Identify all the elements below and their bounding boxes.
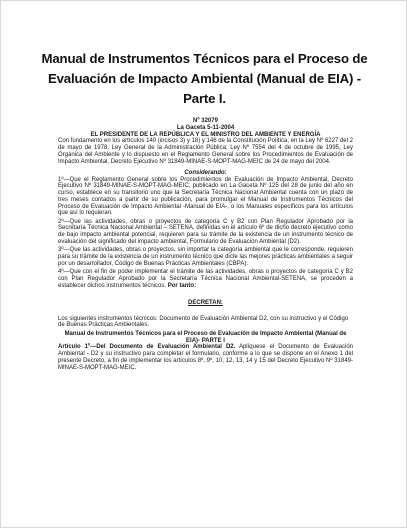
considerando-text: 4º—Que con el fin de poder implementar el trámite de las actividades, obras o proyectos de categoría C y B2 con Plan Regulador Aprobado por la Secretaría Técnica Nacional Ambiental-SETENA, se proceden a establecer dichos instrumentos técnicos. [58, 269, 353, 289]
article-1-text: Aplíquese el Documento de Evaluación Ambiental - D2 y su instructivo para completar el formulario, conforme a lo que se dispone en el Anexo 1 del presente Decreto, a fin de implementar los artículos 8º, 9º, 10, 12, 13, 14 y 15 del Decreto Ejecutivo Nº 31849-MINAE-S-MOPT-MAG-MEIC. [58, 344, 353, 371]
document-title [41, 49, 368, 109]
decretan-heading: DECRETAN: [188, 299, 223, 306]
considerando-item: 1º—Que el Reglamento General sobre los Procedimientos de Evaluación de Impacto Ambiental, Decreto Ejecutivo Nº 31849-MINAE-S-MOPT-MAG-MEIC, publicado en La Gaceta Nº 125 del 28 de junio del año en curso, establece en su transitorio uno que la Secretaría Técnica Nacional Ambiental cuenta con un plazo de tres meses contados a partir de su publicación, para promulgar el Manual de Instrumentos Técnicos del Proceso de Evaluación de Impacto Ambiental -Manual de EIA-, o los Manuales específicos para los artículos que así lo requieran. [58, 176, 353, 217]
considerando-item: 2º—Que las actividades, obras o proyectos de categoría C y B2 con Plan Regulador Aprobado por la Secretaría Técnica Nacional Ambiental – SETENA, definidas en el artículo 6º de dicho decreto ejecutivo como de bajo impacto ambiental potencial, requieren para su trámite de la existencia de un instrumento técnico de evaluación del significado del impacto ambiental, Formulario de Evaluación Ambiental (D2). [58, 218, 353, 245]
manual-subtitle: Manual de Instrumentos Técnicos para el Proceso de Evaluación de Impacto Ambiental (Manual de EIA)- PARTE I [64, 330, 347, 344]
title-line: Evaluación de Impacto Ambiental (Manual de EIA) - [47, 71, 362, 86]
article-1 [58, 344, 353, 371]
por-tanto-label: Por tanto: [167, 282, 197, 289]
preamble-paragraph: Con fundamento en los artículos 140 (incisos 3) y 18) y 146 de la Constitución Política; en la Ley Nº 6227 del 2 de mayo de 1978, Ley General de la Administración Pública; Ley Nº 7554 del 4 de octubre de 1995, Ley Orgánica del Ambiente y lo dispuesto en el Reglamento General sobre los Procedimientos de Evaluación de Impacto Ambiental, Decreto Ejecutivo Nº 31849-MINAE-S-MOPT-MAG-MEIC de 24 de mayo del 2004. [58, 138, 353, 165]
title-line: Parte I. [183, 91, 226, 106]
considerando-item [58, 269, 353, 289]
decree-intro: Los siguientes instrumentos técnicos: Documento de Evaluación Ambiental D2, con su instructivo y el Código de Buenas Prácticas Ambientales. [58, 315, 349, 329]
document-body [58, 118, 353, 373]
issuing-authority: EL PRESIDENTE DE LA REPÚBLICA Y EL MINISTRO DEL AMBIENTE Y ENERGÍA [90, 131, 321, 138]
considerando-heading: Considerando: [184, 169, 227, 176]
decree-number: Nº 32079 [193, 118, 218, 124]
gaceta-date: La Gaceta 5-11-2004 [176, 124, 235, 131]
title-line: Manual de Instrumentos Técnicos para el Proceso de [41, 51, 368, 66]
article-1-label: Artículo 1º—Del Documento de Evaluación Ambiental D2. [58, 344, 236, 351]
considerando-item: 3º—Que las actividades, obras o proyectos, sin importar la categoría ambiental que le corresponde, requieren para su trámite de la existencia de un instrumento técnico que dicte las mejores prácticas ambientales a seguir por un desarrollador, Código de Buenas Prácticas Ambientales (CBPA). [58, 247, 353, 267]
